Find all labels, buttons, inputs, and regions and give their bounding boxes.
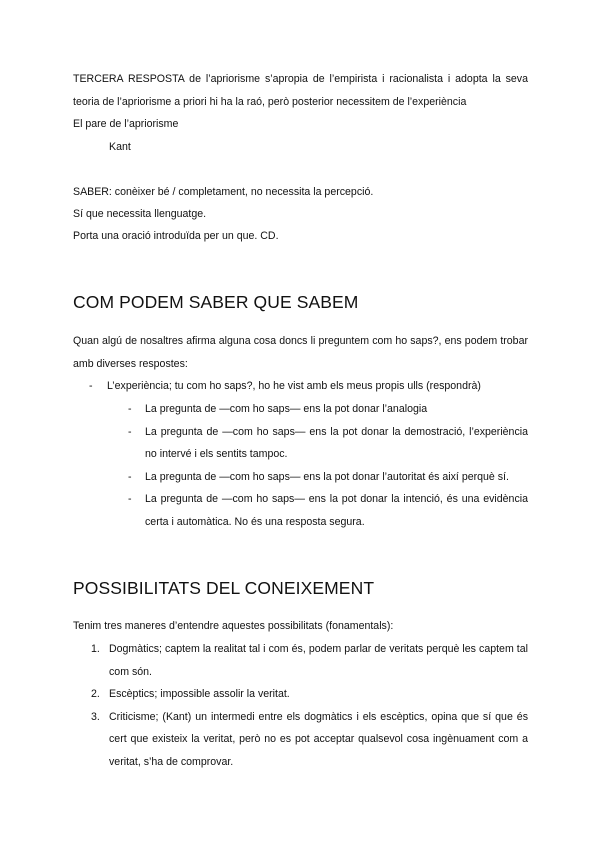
section-heading-possibilitats: POSSIBILITATS DEL CONEIXEMENT bbox=[73, 578, 375, 598]
saber-oracio-line: Porta una oració introduïda per un que. CD. bbox=[73, 230, 279, 242]
dash-bullet: - bbox=[128, 470, 132, 483]
list-item-experiencia bbox=[91, 375, 528, 398]
section-heading-com-podem-saber: COM PODEM SABER QUE SABEM bbox=[73, 292, 359, 312]
numbered-item-esceptics bbox=[91, 683, 528, 706]
list-number: 2. bbox=[91, 688, 100, 700]
sublist-item-text: La pregunta de —com ho saps— ens la pot donar l’analogia bbox=[145, 403, 428, 415]
saber-llenguatge-line: Sí que necessita llenguatge. bbox=[73, 208, 207, 220]
numbered-item-text: Escèptics; impossible assolir la veritat. bbox=[109, 688, 290, 700]
dash-bullet: - bbox=[128, 425, 132, 438]
sublist-item-text: La pregunta de —com ho saps— ens la pot donar la intenció, és una evidència certa i automàtica. No és una resposta segura. bbox=[145, 493, 528, 528]
sublist-item-demostracio bbox=[128, 421, 528, 466]
list-item-text: L’experiència; tu com ho saps?, ho he vist amb els meus propis ulls (respondrà) bbox=[107, 380, 481, 392]
list-number: 3. bbox=[91, 710, 100, 723]
pare-apriorisme-line: El pare de l’apriorisme bbox=[73, 118, 179, 130]
numbered-item-dogmatics bbox=[91, 638, 528, 683]
numbered-item-text: Dogmàtics; captem la realitat tal i com és, podem parlar de veritats perquè les captem tal com són. bbox=[109, 643, 528, 678]
list-number: 1. bbox=[91, 643, 100, 655]
sublist-item-text: La pregunta de —com ho saps— ens la pot donar l’autoritat és així perquè sí. bbox=[145, 470, 509, 483]
sublist-item-analogia bbox=[128, 398, 528, 421]
sublist-item-text: La pregunta de —com ho saps— ens la pot donar la demostració, l’experiència no intervé i els sentits tampoc. bbox=[145, 425, 528, 460]
kant-line: Kant bbox=[109, 141, 131, 153]
possibilitats-numbered-list bbox=[91, 638, 528, 773]
tercera-resposta-paragraph: TERCERA RESPOSTA de l’apriorisme s’apropia de l’empirista i racionalista i adopta la seva teoria de l’apriorisme a priori hi ha la raó, però posterior necessitem de l’experiència bbox=[73, 73, 528, 108]
dash-bullet: - bbox=[128, 403, 132, 415]
sublist-com-ho-saps bbox=[128, 398, 528, 533]
numbered-item-criticisme bbox=[91, 706, 528, 774]
dash-bullet: - bbox=[128, 493, 132, 505]
section1-intro-paragraph: Quan algú de nosaltres afirma alguna cosa doncs li preguntem com ho saps?, ens podem trobar amb diverses respostes: bbox=[73, 335, 528, 370]
numbered-item-text: Criticisme; (Kant) un intermedi entre els dogmàtics i els escèptics, opina que sí que és cert que existeix la veritat, però no es pot acceptar qualsevol cosa ingènuament com a veritat, s’ha de comprovar. bbox=[109, 710, 528, 768]
section2-intro-paragraph: Tenim tres maneres d’entendre aquestes possibilitats (fonamentals): bbox=[73, 620, 394, 632]
sublist-item-intencio bbox=[128, 488, 528, 533]
sublist-item-autoritat bbox=[128, 466, 528, 489]
dash-bullet: - bbox=[89, 380, 93, 392]
saber-definition-line: SABER: conèixer bé / completament, no necessita la percepció. bbox=[73, 186, 374, 198]
